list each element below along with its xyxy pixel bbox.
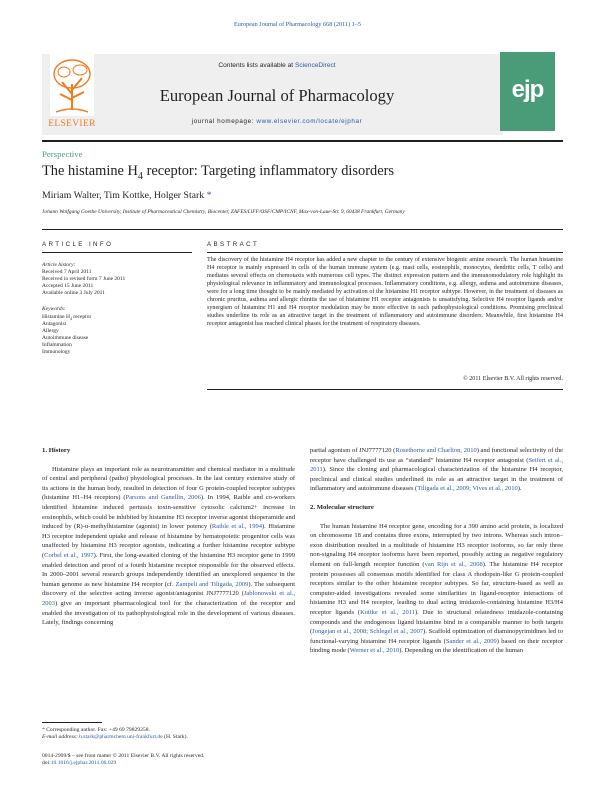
- footnote: [42, 727, 295, 742]
- citation-link[interactable]: Tiligada et al., 2009; Vives et al., 2010: [417, 485, 518, 493]
- journal-homepage-line: [42, 118, 512, 125]
- title-part: receptor: Targeting inflammatory disorders: [142, 163, 394, 179]
- email-link[interactable]: h.stark@pharmchem.uni-frankfurt.de: [79, 734, 163, 741]
- citation-link[interactable]: Raible et al., 1994: [211, 523, 262, 531]
- body-column-right: [310, 446, 563, 656]
- homepage-prefix: journal homepage:: [191, 118, 257, 125]
- journal-name: European Journal of Pharmacology: [159, 86, 395, 105]
- header-divider: [42, 140, 563, 142]
- title-divider: [42, 229, 563, 230]
- citation-link[interactable]: Kottke et al., 2011: [360, 608, 415, 616]
- abstract-text: The discovery of the histamine H4 receptor has added a new chapter to the century of extensive biogenic amine research. The human histamine H4 receptor is mainly expressed in cells of the human immune system (e.g. mast cells, eosinophils, monocytes, dendritic cells, T cells) and mediates several effects on chemotaxis with numerous cell types. The distinct expression pattern and the immunomodulatory role highlight its physiological relevance in inflammatory and immunological processes. Inflammatory conditions, e.g. allergy, asthma and autoimmune diseases, were for a long time thought to be mainly mediated by activation of the histamine H1 receptor subtype. However, in the treatment of diseases as chronic pruritus, asthma and allergic rhinitis the use of histamine H1 receptor antagonists is unsatisfying. Selective H4 receptor ligands and/or synergism of histamine H1 and H4 receptor modulation may be more effective in such pathophysiological conditions. Promising preclinical studies underline its role as an attractive target in the treatment of inflammatory and autoimmune disorders. Meanwhile, first histamine H4 receptor antagonist has reached clinical phases for the treatment of respiratory diseases.: [207, 257, 563, 327]
- keywords-label: Keywords:: [42, 306, 66, 313]
- title-subscript: 4: [137, 170, 143, 182]
- citation-link[interactable]: Jongejan et al., 2008; Schlegel et al., 2007: [312, 628, 424, 636]
- history-item: Received in revised form 7 June 2011: [42, 276, 126, 283]
- doi-link[interactable]: 10.1016/j.ejphar.2011.06.029: [50, 760, 117, 767]
- history-item: Received 7 April 2011: [42, 269, 92, 276]
- citation-link[interactable]: Parsons and Ganellin, 2006: [125, 494, 201, 502]
- journal-cover-text: ejp: [511, 76, 544, 103]
- footnote-divider: [42, 722, 102, 723]
- keyword-subscript: 4: [69, 316, 72, 321]
- history-label: Article history:: [42, 262, 76, 268]
- abstract-bottom-divider: [207, 389, 563, 390]
- article-info-heading: ARTICLE INFO: [42, 241, 114, 248]
- doi-line: doi:10.1016/j.ejphar.2011.06.029: [42, 760, 117, 767]
- article-section-type: Perspective: [42, 149, 83, 159]
- body-paragraph: partial agonism of JNJ7777120 (Rosethorne and Charlton, 2010) and functional selectivity of the receptor have challenged its use as “standard” histamine H4 receptor antagonist (Seifert et al., 2011). Since the cloning and pharmacological characterization of the histamine H4 receptor, preclinical and clinical studies underlined its role as an attractive target in the treatment of inflammatory and autoimmune diseases (Tiligada et al., 2009; Vives et al., 2010).: [310, 447, 563, 493]
- keyword-part: receptor: [71, 313, 92, 320]
- citation-link[interactable]: Rosethorne and Charlton, 2010: [395, 447, 477, 454]
- contents-line: [42, 62, 512, 69]
- title-part: The histamine H: [42, 163, 138, 179]
- publisher-name: ELSEVIER: [48, 119, 96, 129]
- keyword-item: Autoimmune disease: [42, 334, 89, 341]
- body-paragraph: Histamine plays an important role as neurotransmitter and chemical mediator in a multitude of central and peripheral (patho) physiological processes. In the last century extensive study of its actions in the human body, resulted in detection of four G protein-coupled receptor subtypes (histamine H1–H4 receptors) (Parsons and Ganellin, 2006). In 1994, Raible and co-workers identified histamine induced pertussis toxin-sensitive cytosolic calcium2+ increase in eosinophils, which could be inhibited by histamine H3 receptor inverse agonist thioperamide and induced by (R)-α-methylhistamine (agonist) in lower potency (Raible et al., 1994). Histamine H3 receptor independent uptake and release of histamine by hematopoietic progenitor cells was unaffected by histamine H3 receptor agonists, indicating a further histamine receptor subtype (Corbel et al., 1997). First, the long-awaited cloning of the histamine H3 receptor gene in 1999 enabled detection and proof of a fourth histamine receptor responsible for the observed effects. In 2000–2001 several research groups independently identified an unexplored sequence in the human genome as new histamine H4 receptor (cf. Zampeli and Tiligada, 2009). The subsequent discovery of the selective acting inverse agonist/antagonist JNJ7777120 (Jablonowski et al., 2003) give an important pharmacological tool for the characterization of the receptor and enabled the investigation of its pathophysiological role in the development of various diseases. Lately, findings concerning: [42, 465, 296, 627]
- body-column-left: [42, 446, 295, 628]
- corresponding-author-mark[interactable]: *: [206, 190, 212, 201]
- sciencedirect-link[interactable]: ScienceDirect: [294, 62, 336, 69]
- citation-link[interactable]: Corbel et al., 1997: [44, 551, 94, 559]
- citation-link[interactable]: Zampeli and Tiligada, 2009: [175, 580, 249, 588]
- history-item: Available online 3 July 2011: [42, 290, 105, 297]
- article-title: [42, 163, 394, 180]
- author-list: [42, 190, 212, 201]
- section-heading: 1. History: [42, 447, 71, 454]
- citation-link[interactable]: Seifert et al., 2011: [310, 456, 563, 474]
- issn-line: 0014-2999/$ – see front matter © 2011 Elsevier B.V. All rights reserved.: [42, 753, 205, 759]
- abstract-divider: [207, 252, 563, 253]
- keyword-item: Inflammation: [42, 341, 72, 348]
- citation-link[interactable]: Jablonowski et al., 2003: [42, 590, 295, 607]
- abstract-copyright: © 2011 Elsevier B.V. All rights reserved.: [463, 376, 563, 382]
- keyword-part: Histamine H: [42, 313, 70, 320]
- authors: Miriam Walter, Tim Kottke, Holger Stark: [42, 190, 205, 201]
- journal-homepage-link[interactable]: www.elsevier.com/locate/ejphar: [256, 118, 363, 125]
- email-footnote: E-mail address: h.stark@pharmchem.uni-frankfurt.de (H. Stark).: [42, 734, 188, 741]
- corresponding-footnote: * Corresponding author. Fax: +49 69 79829258.: [42, 727, 150, 733]
- journal-citation: European Journal of Pharmacology 668 (2011) 1–5: [234, 21, 361, 28]
- article-info-divider: [42, 252, 192, 253]
- citation-link[interactable]: Werner et al., 2010: [349, 647, 400, 655]
- author-affiliation: Johann Wolfgang Goethe University, Institute of Pharmaceutical Chemistry, Biocenter, ZAFES/LiFF/OSF/CMP/ICNF, Max-von-Laue-Str. 9, 60438 Frankfurt, Germany: [42, 209, 405, 215]
- citation-link[interactable]: Sander et al., 2009: [445, 637, 497, 645]
- article-info: [42, 262, 182, 356]
- history-item: Accepted 15 June 2011: [42, 283, 94, 290]
- keyword-item: Allergy: [42, 327, 59, 334]
- abstract-heading: ABSTRACT: [207, 241, 260, 248]
- citation-link[interactable]: van Rijn et al., 2008: [424, 560, 483, 568]
- footnote-mark: *: [42, 727, 45, 733]
- section-heading: 2. Molecular structure: [310, 503, 374, 511]
- body-paragraph: The human histamine H4 receptor gene, encoding for a 390 amino acid protein, is localized on chromosome 18 and contains three exons, interrupted by two introns. Whereas such intron–exon distribution resulted in a multitude of histamine H3 receptor isoforms, so far only three non-signaling H4 receptor isoforms have been reported, possibly acting as negative regulatory element on full-length receptor function (van Rijn et al., 2008). The histamine H4 receptor protein possesses all consensus motifs identified for class A rhodopsin-like G protein-coupled receptors similar to the other histamine receptor subtypes. So far, structure-based as well as computer-aided investigations revealed some similarities in ligand-receptor interactions of histamine H3 and H4 receptor, leading to dual acting imidazole-containing histamine H3/H4 receptor ligands (Kottke et al., 2011). Due to structural relatedness imidazole-containing compounds and the endogenous ligand histamine bind in a comparable manner to both targets (Jongejan et al., 2008; Schlegel et al., 2007). Scaffold optimization of diaminopyrimidines led to functional-varying histamine H4 receptor ligands (Sander et al., 2009) based on their receptor binding mode (Werner et al., 2010). Depending on the identification of the human: [310, 522, 563, 655]
- keyword-item: Immunology: [42, 349, 71, 356]
- contents-prefix: Contents lists available at: [218, 62, 295, 69]
- article-footer: [42, 753, 295, 768]
- keyword-item: [42, 314, 182, 321]
- keyword-item: Antagonist: [42, 320, 67, 327]
